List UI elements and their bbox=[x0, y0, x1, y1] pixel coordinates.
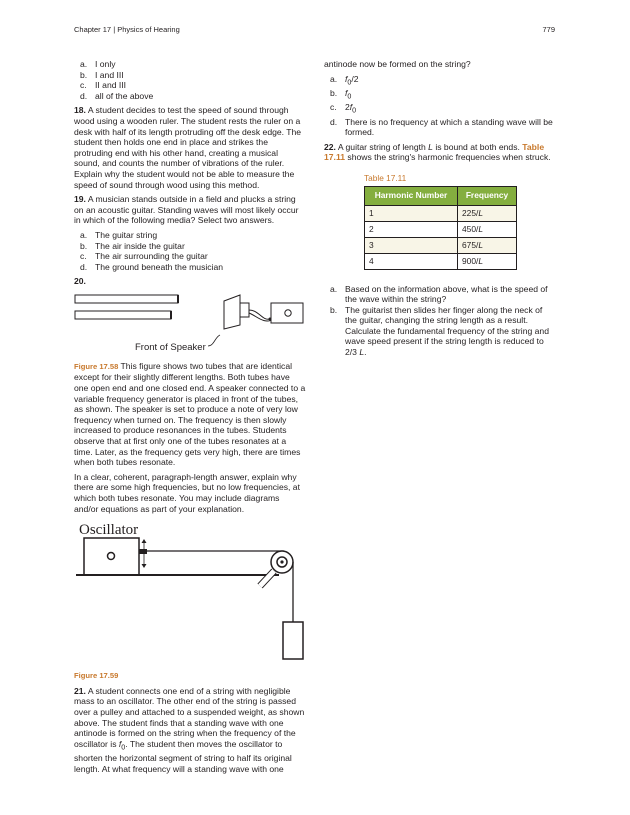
table-row bbox=[365, 253, 517, 269]
q17-options bbox=[74, 59, 306, 101]
question-number: 21. bbox=[74, 685, 86, 696]
frequency-symbol: L bbox=[478, 223, 483, 234]
left-column bbox=[74, 59, 306, 778]
table-title: Table 17.11 bbox=[364, 172, 407, 183]
table-reference-link[interactable]: Table 17.11 bbox=[324, 141, 545, 163]
option-letter: c. bbox=[80, 251, 87, 262]
option-text bbox=[345, 102, 556, 116]
question-21 bbox=[74, 686, 306, 774]
table-header-row bbox=[365, 186, 517, 205]
question-18 bbox=[74, 105, 306, 190]
list-item bbox=[74, 70, 306, 81]
question-text-cont: . The student then moves the oscillator to shorten the horizontal segment of string to half its original length. At what frequency will a standing wave with one bbox=[74, 738, 292, 774]
figure-17-59-caption bbox=[74, 670, 306, 682]
frequency-value: 900/ bbox=[462, 255, 479, 266]
frequency-cell bbox=[458, 253, 517, 269]
figure-label: Figure 17.59 bbox=[74, 671, 119, 681]
option-letter: d. bbox=[80, 90, 88, 101]
harmonic-cell: 2 bbox=[365, 221, 458, 237]
question-text: A student connects one end of a string with negligible mass to an oscillator. The other end of the string is passed over a pulley and attached to a suspended weight, as shown above. The student finds that a standing wave with one antinode is formed on the string when the frequency of the oscillator is bbox=[74, 685, 305, 749]
option-letter: d. bbox=[330, 116, 338, 127]
figure-17-59-diagram bbox=[74, 518, 306, 664]
symbol-f: f bbox=[345, 87, 348, 98]
question-text: A student decides to test the speed of sound through wood using a wooden ruler. The student rests the ruler on a desk with half of its length protruding off the desk edge. The student then holds one end in place and strikes the protruding end with his other hand, creating a musical sound, and counts the number of vibrations of the ruler. Explain why the student would not be able to measure the speed of sound through wood using this method. bbox=[74, 105, 302, 190]
list-item bbox=[74, 91, 306, 102]
option-letter: b. bbox=[80, 69, 88, 80]
option-text: I and III bbox=[95, 69, 124, 80]
subscript: 0 bbox=[121, 743, 126, 752]
question-text: A musician stands outside in a field and plucks a string on an acoustic guitar. Standing waves will most likely occur in which of the following media? Select two answers. bbox=[74, 194, 299, 226]
table-row bbox=[365, 237, 517, 253]
chapter-header: Chapter 17 | Physics of Hearing bbox=[74, 25, 180, 34]
question-20-number: 20. bbox=[74, 276, 86, 287]
option-letter: a. bbox=[330, 73, 338, 84]
list-item bbox=[74, 80, 306, 91]
list-item bbox=[324, 284, 556, 305]
question-text-end: shows the string's harmonic frequencies when struck. bbox=[345, 152, 551, 163]
list-item bbox=[74, 230, 306, 241]
question-number: 19. bbox=[74, 194, 86, 205]
option-text: I only bbox=[95, 59, 116, 69]
option-text-main: The guitarist then slides her finger along the neck of the guitar, changing the string length as a result. Calculate the fundamental frequency of the string and wave speed present if the string length is reduced to 2/3 bbox=[345, 304, 549, 358]
frequency-value: 450/ bbox=[462, 223, 479, 234]
caption-text: This figure shows two tubes that are identical except for their slightly different lengths. Both tubes have one open end and one closed end. A speaker connected to a variable frequency generator is placed in front of the tubes, as shown. The speaker is set to produce a note of very low frequency when turned on. The frequency is then slowly increased to produce resonances in the tubes. Students observe that at first only one of the tubes resonates at a time. Later, as the frequency gets very high, there are times when both tubes resonate. bbox=[74, 360, 306, 468]
frequency-symbol: L bbox=[478, 239, 483, 250]
table-row bbox=[365, 205, 517, 221]
list-item bbox=[74, 241, 306, 252]
option-text: The air surrounding the guitar bbox=[95, 251, 208, 262]
option-text: There is no frequency at which a standing wave will be formed. bbox=[345, 116, 553, 138]
question-text: A guitar string of length bbox=[335, 141, 429, 152]
table-row bbox=[365, 221, 517, 237]
tube-short bbox=[75, 311, 171, 319]
question-22 bbox=[324, 142, 556, 163]
list-item bbox=[324, 102, 556, 116]
list-item bbox=[324, 74, 556, 88]
frequency-cell bbox=[458, 237, 517, 253]
list-item bbox=[74, 59, 306, 70]
option-letter: b. bbox=[330, 304, 338, 315]
harmonic-cell: 4 bbox=[365, 253, 458, 269]
option-text bbox=[345, 88, 556, 102]
page-number: 779 bbox=[542, 25, 555, 34]
option-text: The ground beneath the musician bbox=[95, 261, 224, 272]
subscript: 0 bbox=[347, 92, 352, 101]
option-letter: a. bbox=[80, 229, 88, 240]
list-item bbox=[324, 117, 556, 138]
option-text bbox=[345, 305, 556, 358]
speaker-cone bbox=[224, 295, 240, 329]
harmonics-table bbox=[364, 186, 517, 270]
arrow-down-icon bbox=[142, 564, 147, 568]
option-letter: a. bbox=[80, 59, 88, 69]
q21-options bbox=[324, 74, 556, 138]
list-item bbox=[74, 262, 306, 273]
speaker-magnet bbox=[240, 303, 249, 317]
symbol-f: f bbox=[118, 738, 122, 749]
option-suffix: . bbox=[364, 347, 367, 358]
option-letter: a. bbox=[330, 283, 338, 294]
list-item bbox=[74, 251, 306, 262]
option-prefix: 2 bbox=[345, 102, 350, 113]
option-text bbox=[345, 74, 556, 88]
subscript: 0 bbox=[347, 78, 352, 87]
option-letter: c. bbox=[80, 80, 87, 91]
figure-17-58-caption bbox=[74, 361, 306, 468]
symbol-L: L bbox=[359, 347, 365, 358]
option-text: all of the above bbox=[95, 90, 154, 101]
question-20-prompt: In a clear, coherent, paragraph-length answer, explain why there are some high frequencies, but no low frequencies, at which both tubes resonate. You may include diagrams and/or equations as part of your explanation. bbox=[74, 471, 300, 514]
oscillator-connector bbox=[139, 549, 147, 554]
column-header-harmonic: Harmonic Number bbox=[365, 186, 458, 205]
column-header-frequency: Frequency bbox=[458, 186, 517, 205]
symbol-f: f bbox=[345, 73, 348, 84]
pulley-axle bbox=[280, 561, 283, 564]
frequency-symbol: L bbox=[478, 207, 483, 218]
option-letter: b. bbox=[80, 240, 88, 251]
option-text: The air inside the guitar bbox=[95, 240, 185, 251]
list-item bbox=[324, 88, 556, 102]
option-letter: d. bbox=[80, 261, 88, 272]
arrow-up-icon bbox=[142, 539, 147, 543]
frequency-generator bbox=[271, 303, 303, 323]
figure-label: Figure 17.58 bbox=[74, 361, 119, 371]
hanging-weight bbox=[283, 622, 303, 659]
pulley-bracket bbox=[260, 571, 274, 586]
question-19 bbox=[74, 194, 306, 226]
option-suffix: /2 bbox=[351, 73, 359, 84]
tube-long bbox=[75, 295, 178, 303]
symbol-L: L bbox=[428, 141, 433, 152]
list-item bbox=[324, 305, 556, 358]
option-text: II and III bbox=[95, 80, 127, 91]
question-21-continued: antinode now be formed on the string? bbox=[324, 59, 471, 69]
symbol-f: f bbox=[349, 102, 353, 113]
question-text-cont: is bound at both ends. bbox=[432, 141, 523, 152]
harmonic-cell: 1 bbox=[365, 205, 458, 221]
question-number: 22. bbox=[324, 141, 336, 152]
option-letter: b. bbox=[330, 87, 338, 98]
frequency-cell bbox=[458, 205, 517, 221]
frequency-value: 225/ bbox=[462, 207, 479, 218]
right-column bbox=[324, 59, 556, 362]
harmonic-cell: 3 bbox=[365, 237, 458, 253]
frequency-value: 675/ bbox=[462, 239, 479, 250]
option-text: Based on the information above, what is the speed of the wave within the string? bbox=[345, 283, 548, 305]
option-text: The guitar string bbox=[95, 229, 158, 240]
label-leader-line bbox=[208, 335, 220, 346]
front-of-speaker-label: Front of Speaker bbox=[135, 341, 206, 353]
frequency-cell bbox=[458, 221, 517, 237]
frequency-symbol: L bbox=[478, 255, 483, 266]
oscillator-box bbox=[84, 538, 139, 575]
q19-options bbox=[74, 230, 306, 272]
figure-17-58-diagram bbox=[74, 291, 306, 353]
question-number: 18. bbox=[74, 105, 86, 116]
q22-options bbox=[324, 284, 556, 358]
option-letter: c. bbox=[330, 102, 337, 113]
oscillator-label: Oscillator bbox=[79, 522, 139, 539]
subscript: 0 bbox=[352, 106, 357, 115]
